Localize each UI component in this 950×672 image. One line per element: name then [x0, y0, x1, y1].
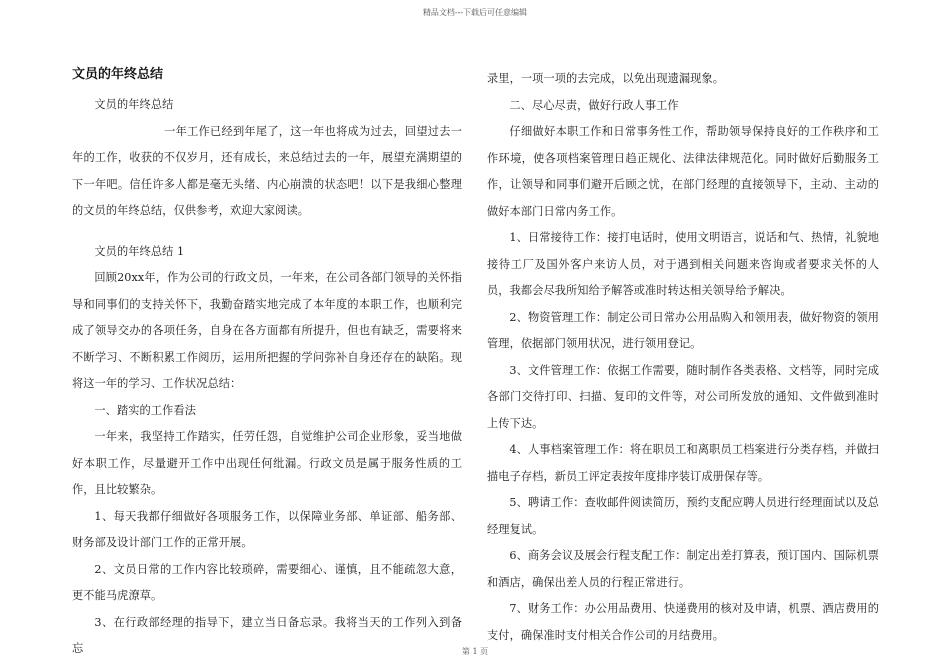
item-reception: 1、日常接待工作：接打电话时，使用文明语言，说话和气、热情，礼貌地接待工厂及国外客户来访人员，对于遇到相关问题来咨询或者要求关怀的人员，我都会尽我所知给予解答或准时转达相关领导给予解决。 [487, 231, 879, 297]
heading-admin: 二、尽心尽责，做好行政人事工作 [509, 98, 679, 112]
list-item-3: 3、在行政部经理的指导下，建立当日备忘录。我将当天的工作列入到备忘 [72, 615, 462, 655]
item-travel: 6、商务会议及展会行程支配工作：制定出差打算表，预订国内、国际机票和酒店，确保出差人员的行程正常进行。 [487, 549, 879, 589]
document-title: 文员的年终总结 [72, 67, 164, 82]
item-finance: 7、财务工作：办公用品费用、快递费用的核对及申请，机票、酒店费用的支付，确保准时支付相关合作公司的月结费用。 [487, 602, 879, 642]
right-column [487, 66, 879, 649]
continued-text: 录里，一项一项的去完成，以免出现遗漏现象。 [487, 72, 725, 85]
page-footer: 第 1 页 [461, 647, 489, 656]
intro-text: 一年工作已经到年尾了，这一年也将成为过去，回望过去一年的工作，收获的不仅岁月，还有成长，来总结过去的一年，展望充满期望的下一年吧。信任许多人都是毫无头绪、内心崩溃的状态吧！以下是我细心整理的文员的年终总结，仅供参考，欢迎大家阅读。 [72, 124, 462, 217]
spacer [72, 225, 462, 239]
item-personnel-files: 4、人事档案管理工作：将在职员工和离职员工档案进行分类存档，并做扫描电子存档，新员工评定表按年度排序装订成册保存等。 [487, 443, 879, 483]
paragraph-admin: 仔细做好本职工作和日常事务性工作，帮助领导保持良好的工作秩序和工作环境，使各项档案管理日趋正规化、法律法律规范化。同时做好后勤服务工作，让领导和同事们避开后顾之忧，在部门经理的直接领导下，主动、主动的做好本部门日常内务工作。 [487, 125, 879, 218]
heading-attitude: 一、踏实的工作看法 [94, 403, 196, 417]
list-item-1: 1、每天我都仔细做好各项服务工作，以保障业务部、单证部、船务部、财务部及设计部门工作的正常开展。 [72, 509, 462, 549]
list-item-2: 2、文员日常的工作内容比较琐碎，需要细心、谨慎，且不能疏忽大意，更不能马虎潦草。 [72, 562, 462, 602]
item-recruitment: 5、聘请工作：查收邮件阅读简历，预约支配应聘人员进行经理面试以及总经理复试。 [487, 496, 879, 536]
intro-paragraph [72, 119, 462, 225]
paragraph-review: 回顾20xx年，作为公司的行政文员，一年来，在公司各部门领导的关怀指导和同事们的支持关怀下，我勤奋踏实地完成了本年度的本职工作，也顺利完成了领导交办的各项任务，自身在各方面都有所提升，但也有缺乏，需要将来不断学习、不断积累工作阅历，运用所把握的学问弥补自身还存在的缺陷。现将这一年的学习、工作状况总结： [72, 271, 462, 390]
page-header: 精品文档---下载后可任意编辑 [422, 8, 528, 17]
item-documents: 3、文件管理工作：依据工作需要，随时制作各类表格、文档等，同时完成各部门交待打印、扫描、复印的文件等，对公司所发放的通知、文件做到准时上传下达。 [487, 363, 879, 430]
section-title: 文员的年终总结 1 [94, 244, 185, 258]
paragraph-attitude: 一年来，我坚持工作踏实，任劳任怨，自觉维护公司企业形象，妥当地做好本职工作，尽量避开工作中出现任何纰漏。行政文员是属于服务性质的工作，且比较繁杂。 [72, 430, 462, 496]
subtitle: 文员的年终总结 [94, 98, 174, 111]
left-column [72, 66, 462, 663]
item-supplies: 2、物资管理工作：制定公司日常办公用品购入和领用表，做好物资的领用管理，依据部门领用状况，进行领用登记。 [487, 310, 879, 350]
